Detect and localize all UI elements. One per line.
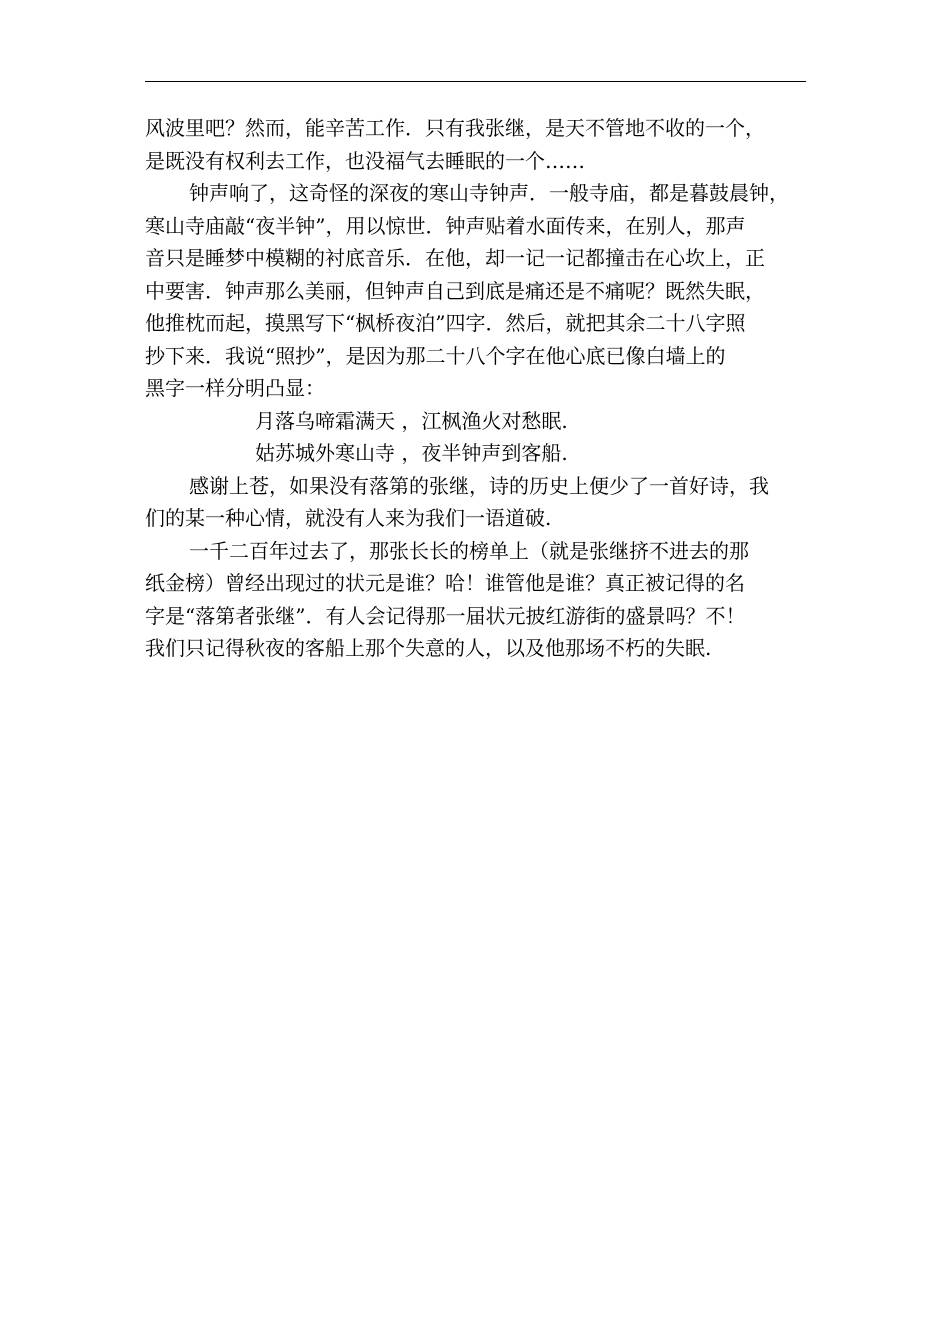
poem-line: 姑苏城外寒山寺 ，夜半钟声到客船. <box>255 441 568 465</box>
document-body <box>145 112 815 665</box>
poem-line: 月落乌啼霜满天 ，江枫渔火对愁眠. <box>255 408 568 433</box>
paragraph-start-line: 感谢上苍，如果没有落第的张继，诗的历史上便少了一首好诗，我 <box>189 473 769 498</box>
text-line: 纸金榜）曾经出现过的状元是谁？哈！谁管他是谁？真正被记得的名 <box>145 571 745 595</box>
text-line: 抄下来．我说“照抄”，是因为那二十八个字在他心底已像白墙上的 <box>145 343 726 368</box>
text-line: 音只是睡梦中模糊的衬底音乐．在他，却一记一记都撞击在心坎上，正 <box>145 246 765 270</box>
paragraph-start-line: 一千二百年过去了，那张长长的榜单上（就是张继挤不进去的那 <box>189 538 749 563</box>
text-line: 中要害．钟声那么美丽，但钟声自己到底是痛还是不痛呢？既然失眠， <box>145 278 765 303</box>
text-line: 寒山寺庙敲“夜半钟”，用以惊世．钟声贴着水面传来，在别人，那声 <box>145 213 746 238</box>
text-line: 是既没有权利去工作，也没福气去睡眠的一个…… <box>145 148 585 173</box>
text-line: 风波里吧？然而，能辛苦工作．只有我张继，是天不管地不收的一个， <box>145 116 765 140</box>
header-rule <box>145 81 806 82</box>
text-line: 我们只记得秋夜的客船上那个失意的人，以及他那场不朽的失眠. <box>145 636 712 660</box>
text-line: 黑字一样分明凸显： <box>145 376 325 400</box>
text-line: 他推枕而起，摸黑写下“枫桥夜泊”四字．然后，就把其余二十八字照 <box>145 311 746 335</box>
paragraph-start-line: 钟声响了，这奇怪的深夜的寒山寺钟声．一般寺庙，都是暮鼓晨钟， <box>189 181 789 205</box>
text-line: 字是“落第者张继”．有人会记得那一届状元披红游街的盛景吗？不！ <box>145 603 746 628</box>
text-line: 们的某一种心情，就没有人来为我们一语道破. <box>145 506 552 530</box>
